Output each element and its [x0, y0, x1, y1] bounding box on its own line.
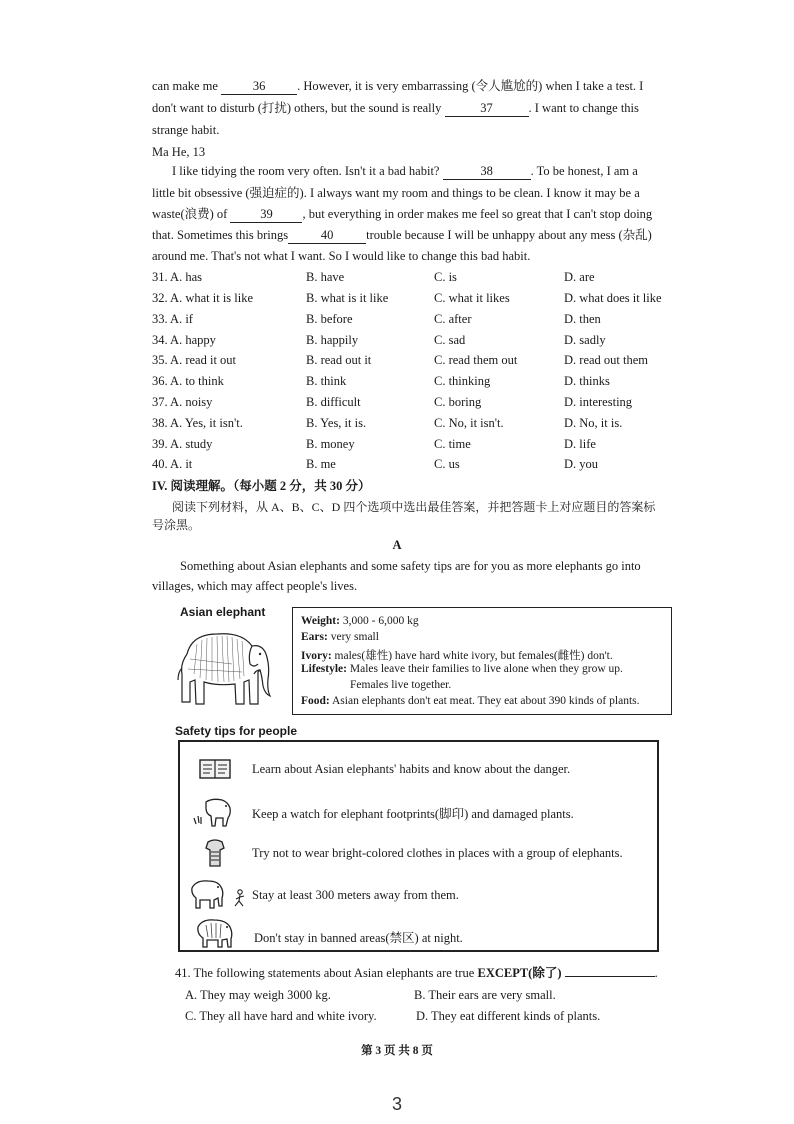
- elephant-illustration: [172, 624, 282, 709]
- food-row: Food: Asian elephants don't eat meat. They eat about 390 kinds of plants.: [301, 695, 640, 707]
- option-row: 34. A. happy B. happily C. sad D. sadly: [152, 333, 606, 347]
- passage-line-5: little bit obsessive (强迫症的). I always want my room and things to be clean. I know it may be a: [152, 186, 640, 200]
- section-title: IV. 阅读理解。（每小题 2 分，共 30 分）: [152, 479, 371, 493]
- option-row: 31. A. has B. have C. is D. are: [152, 270, 595, 284]
- elephant-info-box: [292, 607, 672, 715]
- question-41-option-d: D. They eat different kinds of plants.: [416, 1009, 601, 1023]
- safety-tip-5: Don't stay in banned areas(禁区) at night.: [254, 931, 463, 945]
- footprint-icon: [190, 796, 236, 828]
- page-info: 第 3 页 共 8 页: [361, 1045, 433, 1057]
- passage-line-1: can make me 36 . However, it is very embarrassing (令人尴尬的) when I take a test. I: [152, 79, 644, 93]
- book-icon: [198, 757, 232, 781]
- blank-40: 40: [288, 227, 366, 244]
- safety-heading: Safety tips for people: [175, 724, 298, 738]
- page-number: 3: [391, 1094, 402, 1114]
- lifestyle-row: Lifestyle: Males leave their families to live alone when they grow up.: [301, 663, 623, 675]
- weight-row: Weight: 3,000 - 6,000 kg: [301, 615, 419, 627]
- question-41-stem: 41. The following statements about Asian elephants are true EXCEPT(除了) .: [175, 966, 658, 980]
- option-row: 36. A. to think B. think C. thinking D. thinks: [152, 374, 610, 388]
- question-41-option-c: C. They all have hard and white ivory.: [185, 1009, 377, 1023]
- answer-blank-41: [565, 976, 655, 977]
- passage-line-3: strange habit.: [152, 123, 220, 137]
- option-row: 32. A. what it is like B. what is it like C. what it likes D. what does it like: [152, 291, 662, 305]
- blank-37: 37: [445, 100, 529, 117]
- question-41-option-b: B. Their ears are very small.: [414, 988, 556, 1002]
- section-instruction-1: 阅读下列材料，从 A、B、C、D 四个选项中选出最佳答案，并把答题卡上对应题目的答案标: [172, 500, 656, 514]
- intro-line-2: villages, which may affect people's lives.: [152, 579, 358, 593]
- blank-36: 36: [221, 78, 297, 95]
- passage-author: Ma He, 13: [152, 145, 206, 159]
- blank-38: 38: [443, 163, 531, 180]
- part-label: A: [392, 538, 402, 552]
- option-row: 35. A. read it out B. read out it C. read them out D. read out them: [152, 353, 649, 367]
- banned-area-icon: [194, 917, 238, 949]
- ivory-row: Ivory: males(雄性) have hard white ivory, but females(雌性) don't.: [301, 650, 613, 662]
- passage-line-4: I like tidying the room very often. Isn't it a bad habit? 38 . To be honest, I am a: [172, 164, 638, 178]
- elephant-heading: Asian elephant: [180, 605, 266, 619]
- option-row: 39. A. study B. money C. time D. life: [152, 437, 596, 451]
- intro-line-1: Something about Asian elephants and some safety tips are for you as more elephants go into: [180, 559, 641, 573]
- question-41-option-a: A. They may weigh 3000 kg.: [185, 988, 331, 1002]
- safety-tip-3: Try not to wear bright-colored clothes in places with a group of elephants.: [252, 846, 623, 860]
- clothes-icon: [202, 838, 228, 868]
- safety-tips-box: [178, 740, 659, 952]
- safety-tip-4: Stay at least 300 meters away from them.: [252, 888, 459, 902]
- passage-line-8: around me. That's not what I want. So I would like to change this bad habit.: [152, 249, 531, 263]
- option-row: 33. A. if B. before C. after D. then: [152, 312, 601, 326]
- option-row: 37. A. noisy B. difficult C. boring D. interesting: [152, 395, 633, 409]
- blank-39: 39: [230, 206, 302, 223]
- elephant-distance-icon: [188, 878, 248, 912]
- section-instruction-2: 号涂黑。: [152, 518, 201, 532]
- option-row: 38. A. Yes, it isn't. B. Yes, it is. C. No, it isn't. D. No, it is.: [152, 416, 623, 430]
- passage-line-2: don't want to disturb (打扰) others, but the sound is really 37 . I want to change this: [152, 101, 639, 115]
- passage-line-7: that. Sometimes this brings 40 trouble because I will be unhappy about any mess (杂乱): [152, 228, 652, 242]
- safety-tip-1: Learn about Asian elephants' habits and know about the danger.: [252, 762, 571, 776]
- lifestyle-row-2: Females live together.: [350, 679, 452, 691]
- option-row: 40. A. it B. me C. us D. you: [152, 457, 599, 471]
- safety-tip-2: Keep a watch for elephant footprints(脚印) and damaged plants.: [252, 807, 574, 821]
- passage-line-6: waste(浪费) of 39 , but everything in order makes me feel so great that I can't stop doing: [152, 207, 653, 221]
- ears-row: Ears: very small: [301, 631, 379, 643]
